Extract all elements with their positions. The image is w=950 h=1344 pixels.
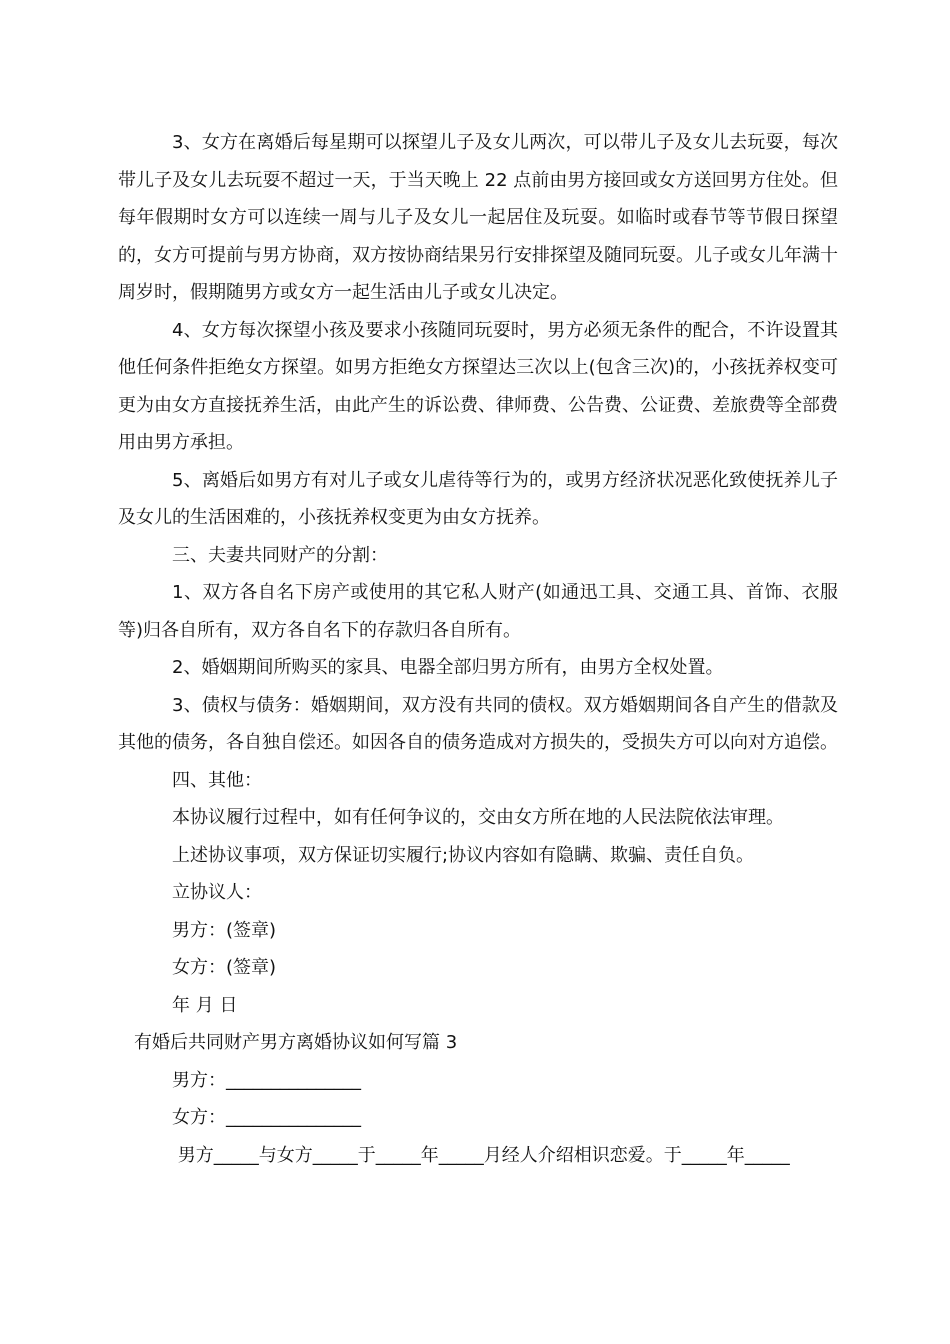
label-signatories: 立协议人： bbox=[172, 882, 262, 903]
heading-other: 四、其他： bbox=[172, 769, 262, 791]
introduction-line: 男方_____与女方_____于_____年_____月经人介绍相识恋爱。于_____年_____ bbox=[172, 1144, 790, 1166]
paragraph-visitation-cooperation: 4、女方每次探望小孩及要求小孩随同玩耍时，男方必须无条件的配合，不许设置其他任何条件拒绝女方探望。如男方拒绝女方探望达三次以上(包含三次)的，小孩抚养权变可更为由女方直接抚养生活，由此产生的诉讼费、律师费、公告费、公证费、差旅费等全部费用由男方承担。 bbox=[118, 319, 838, 453]
male-name-blank: _______________ bbox=[226, 1069, 361, 1091]
label-date: 年 月 日 bbox=[172, 994, 238, 1016]
paragraph-custody-change: 5、离婚后如男方有对儿子或女儿虐待等行为的，或男方经济状况恶化致使抚养儿子及女儿的生活困难的，小孩抚养权变更为由女方抚养。 bbox=[118, 469, 838, 528]
male-name-row bbox=[118, 1062, 838, 1100]
section-title: 有婚后共同财产男方离婚协议如何写篇 3 bbox=[134, 1032, 458, 1053]
label-female-signature: 女方：(签章) bbox=[172, 957, 277, 978]
paragraph-furniture-appliances: 2、婚姻期间所购买的家具、电器全部归男方所有，由男方全权处置。 bbox=[172, 657, 724, 678]
heading-property-division: 三、夫妻共同财产的分割： bbox=[172, 544, 388, 566]
female-name-label: 女方： bbox=[172, 1107, 226, 1128]
paragraph-personal-property: 1、双方各自名下房产或使用的其它私人财产(如通迅工具、交通工具、首饰、衣服等)归各自所有，双方各自名下的存款归各自所有。 bbox=[118, 582, 838, 641]
paragraph-dispute: 本协议履行过程中，如有任何争议的，交由女方所在地的人民法院依法审理。 bbox=[172, 807, 784, 828]
female-name-row bbox=[118, 1099, 838, 1137]
male-name-label: 男方： bbox=[172, 1069, 226, 1091]
paragraph-visitation-schedule: 3、女方在离婚后每星期可以探望儿子及女儿两次，可以带儿子及女儿去玩耍，每次带儿子及女儿去玩耍不超过一天，于当天晚上 22 点前由男方接回或女方送回男方住处。但每年假期时女方可以连续一周与儿子及女儿一起居住及玩耍。如临时或春节等节假日探望的，女方可提前与男方协商，双方按协商结果另行安排探望及随同玩耍。儿子或女儿年满十周岁时，假期随男方或女方一起生活由儿子或女儿决定。 bbox=[118, 132, 838, 303]
female-name-blank: _______________ bbox=[226, 1107, 361, 1128]
label-male-signature: 男方：(签章) bbox=[172, 919, 277, 941]
paragraph-debts: 3、债权与债务：婚姻期间，双方没有共同的债权。双方婚姻期间各自产生的借款及其他的债务，各自独自偿还。如因各自的债务造成对方损失的，受损失方可以向对方追偿。 bbox=[118, 694, 838, 753]
paragraph-guarantee: 上述协议事项，双方保证切实履行;协议内容如有隐瞒、欺骗、责任自负。 bbox=[172, 844, 755, 866]
